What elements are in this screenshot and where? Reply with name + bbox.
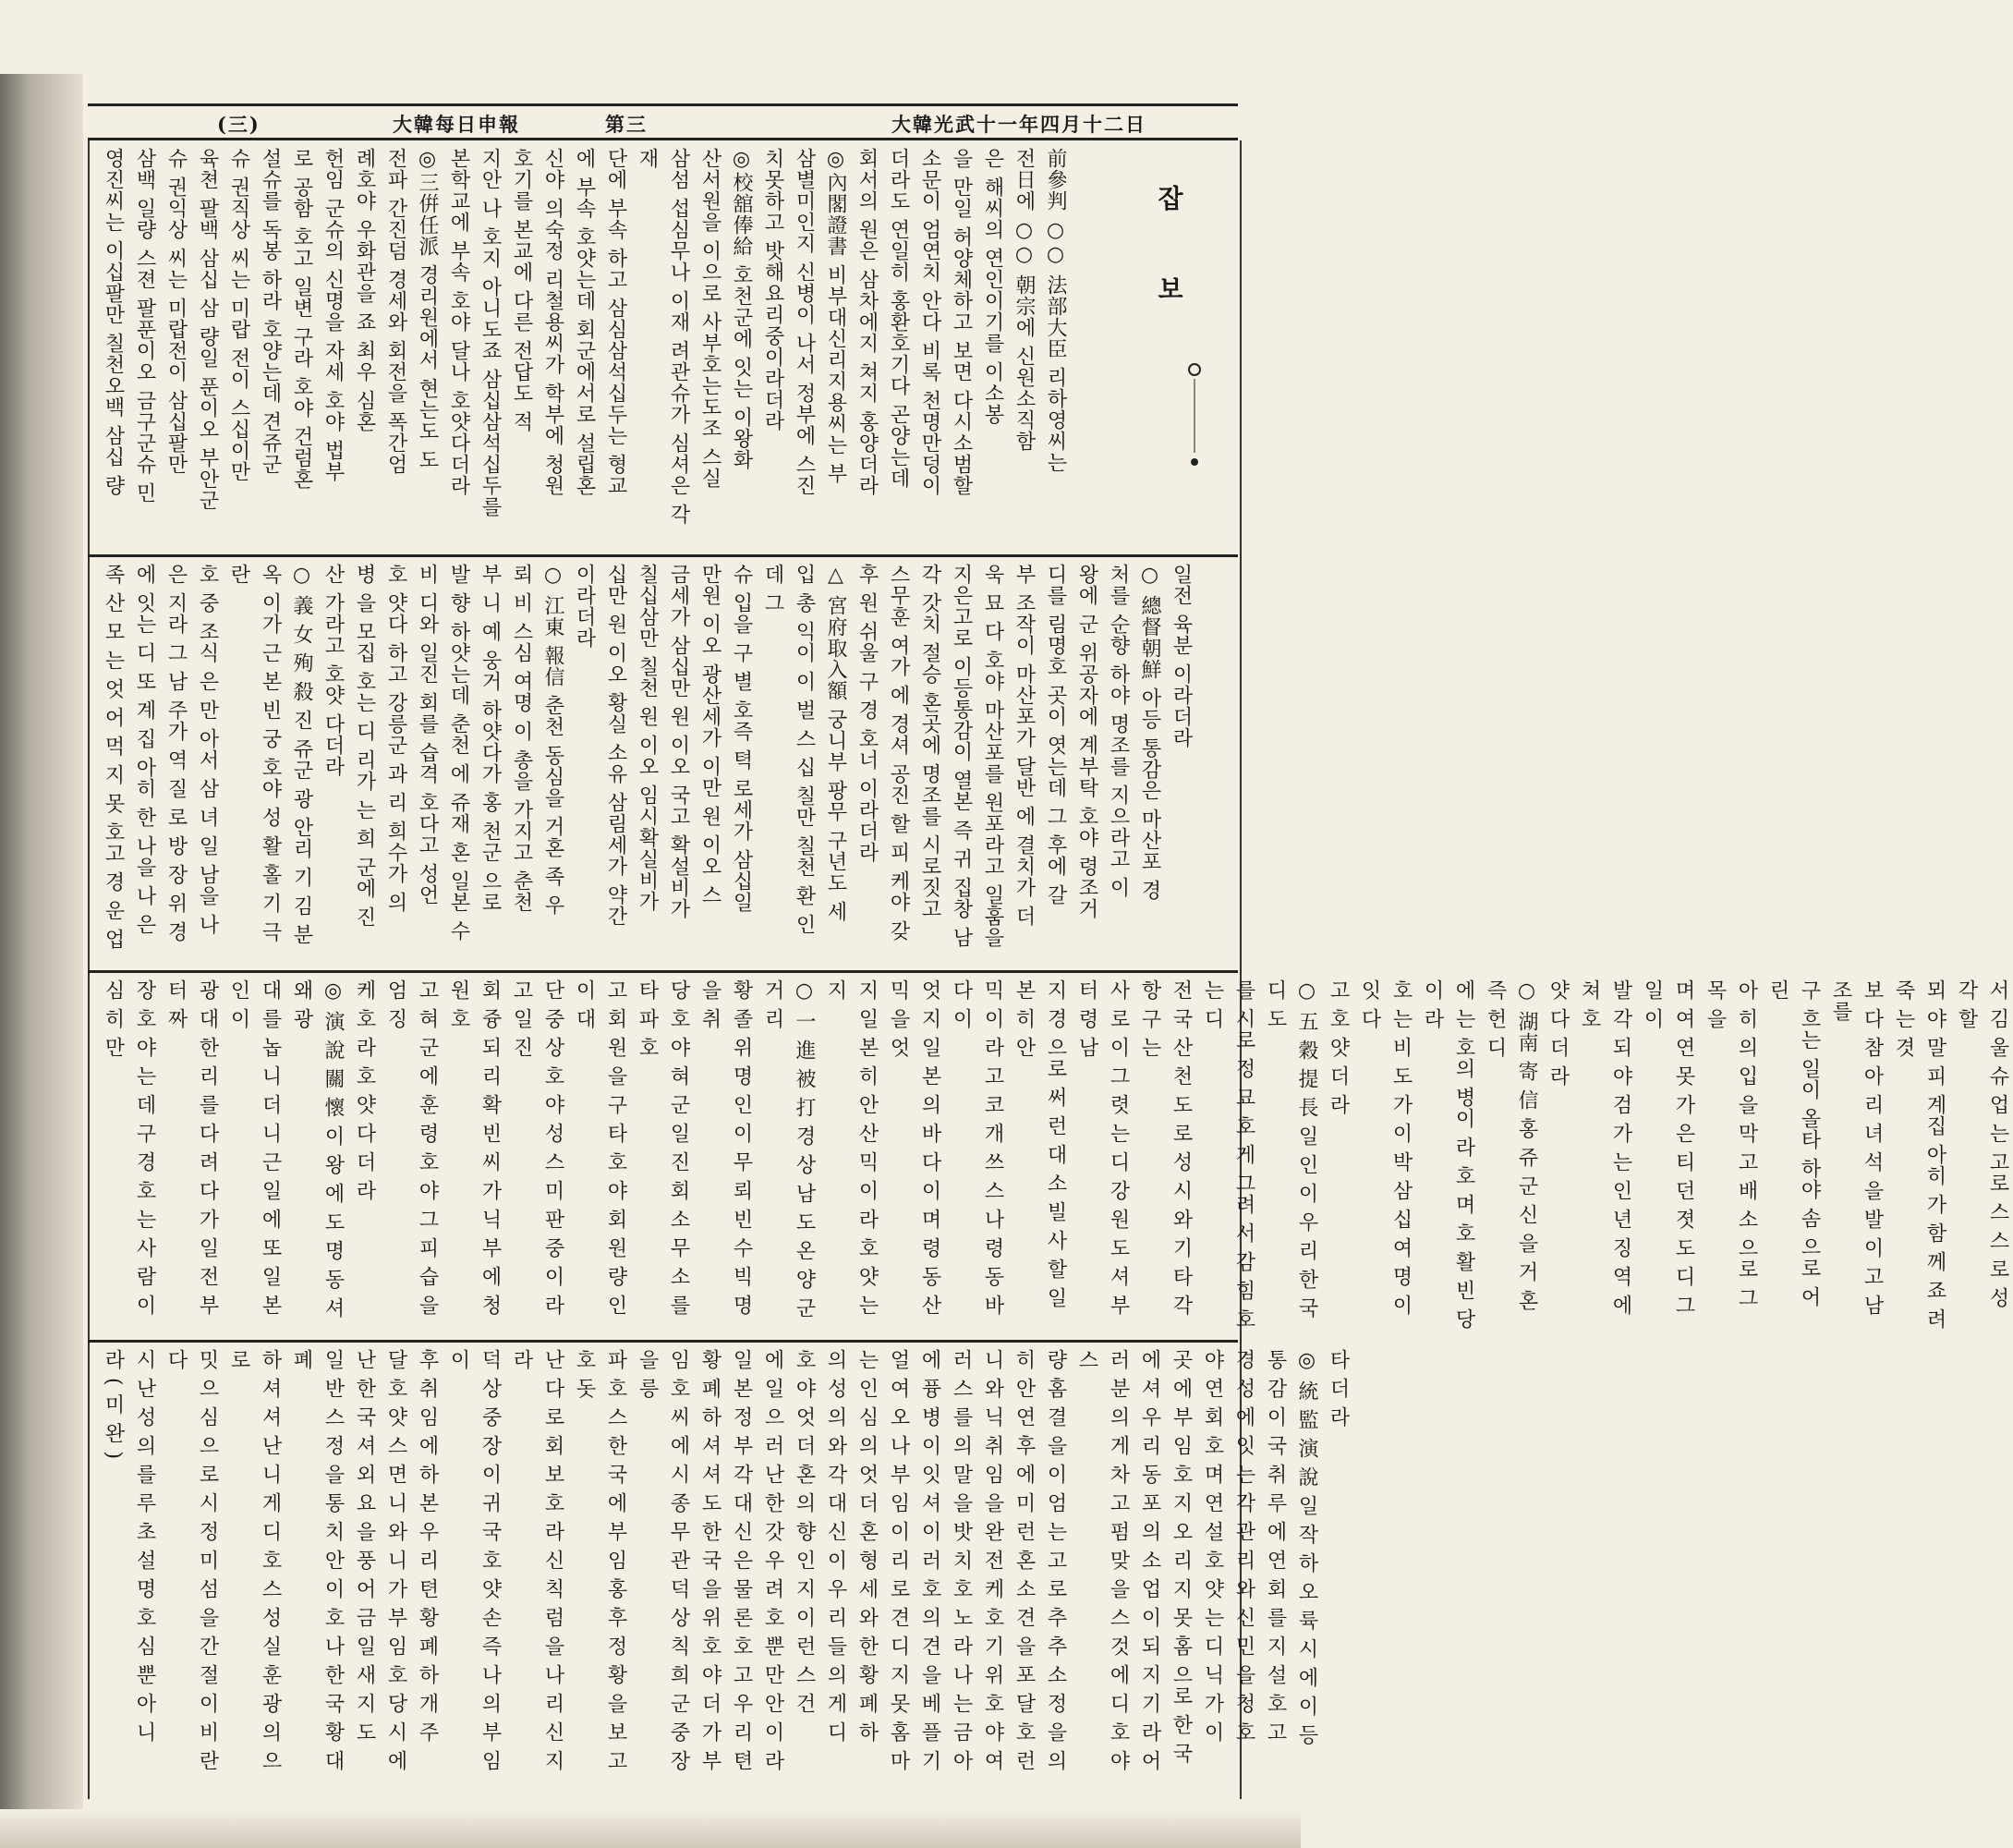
article-text-lower: 서 김 울 슈 업 는 고로 스 스 로 성 각 할 뫼 야 말 피 계집 아히 가 함 께 죠 려 죽 는 겻 보 다 참 아 리 녀 석 을 발 이 고 남 조를 구 흐는 일이 올타 하야 솜 으로 어 린 아 히 의 입 을 막 고 배 소 으로 그 목 을 며 여 연 못 가 은 티 던 졋 도 디 그 일 이 발 각 되 야 검 가 는 인 년 징 역 에 쳐 호 얏 다 더 라 ○ 湖南 寄 信 홍 쥬 군 신 을 거 혼 즉 헌 디 에 는 호의 병이 라 호 며 호 활 빈 당 이 라 호 는 비 도 가 이 박 삼 십 여 명 이 잇 다 고 호 얏 더 라 ○ 五 穀 提 長 일 인 이 우 리 한 국 디 도 를 시로 정 묘 호 게 그려 서 감 힘 호 는 디 전 국 산 천 도 로 성 시 와 기 타 각 항 구 는 사 로 이 그 렷 는 디 강 원 도 셔 부 터 령 남 지 경 으로 써 런 대 소 빌 사 할 일 본 히 안 믹 이 라 고 코 개 쓰 스 나 령 동 바 다 이 엇 지 일 본 의 바 다 이 며 령 동 산 믹 을 엇 지 일 본 히 안 산 믹 이 라 호 얏 는 지 ○ 一 進 被 打 경 상 남 도 온 양 군 거 리 황 졸 위 명 인 이 무 뢰 빈 수 빅 명 을 취 당 호 야 혀 군 일 진 회 소 무 소 를 타 파 호 고 회 원 을 구 타 호 야 회 원 량 인 이 대 단 중 상 호 야 성 스 미 판 중 이 라 고 일 진 회 즁 되 리 확 빈 씨 가 닉 부 에 청 원 호 고 혀 군 에 훈 령 호 야 그 피 습 을 엄 징 케 호 라 호 얏 다 더 라 ◎ 演 說 關 懷 이 왕 에 도 명 동 셔 왜 광 대 를 놉 니 더 니 근 일 에 또 일 본 인 이 광 대 한 리 를 다 려 다 가 일 전 부 터 짜 장 호 야 는 데 구 경 호 는 사 람 이 심 히 만 (102, 979, 2009, 1330)
section-rule-3 (88, 1340, 1238, 1343)
article-text-middle: 일전 육분 이라더라 ○ 總督朝鮮 아등 통감은 마산포 경 처를 순향 하야 명조를 지으라고 이 왕에 군 위공자에 계부탁 호야 령조거 디를 림명호 곳이 엿는데 그 후에 갈 부 조작이 마산포가 달반 에 결치가 더 욱 묘 다 호야 마산포를 원포라고 일훔을 지은고로 이등통감이 열본 즉 귀 집창 남 각 갓치 절승 혼곳에 명조를 시로짓고 스무훈 여가 에 경셔 공진 할 피 케야 갖 후 원 쉬울 구 경 호너 이라더라 △ 宮府取入額 궁니부 팡무 구년도 세 입 총 익이 이 벌 스 십 칠만 칠천 환 인 데 그 슈 입을 구 별 호즉 텩 로세가 삼십일 만원 이오 광산세가 이만 원 이오 스 금세가 삼십만 원 이오 국고 확설비가 칠십삼만 칠천 원 이오 임시확실비가 십만 원 이오 황실 소유 삼림세가 약간 이라더라 ○ 江東 報信 춘천 동심을 거혼 족 우 뢰 비 스심 여명 이 총을 가지고 춘천 부 니 예 웅거 하얏다가 홍 천군 으로 발 향 하얏는데 춘천 에 쥬재 혼 일본 수 비 디와 일진 회를 습격 호다고 성언 호 얏다 하고 강릉군 과 리 희수가 의 병 을 모집 호는 디 리가 는 희 군에 진 산 가라고 호얏 다더라 ○ 義 女 殉 殺 진 쥬군 광 안리 기 김 분 옥 이가 근 본 빈 궁 호야 성 활 홀 기 극 란 호 중 조식 은 만 아서 삼 녀 일 남을 나 은 지라 그 남 주가 역 질 로 방 장 위 경 에 잇는 디 또 계 집 아히 한 나을 나 은 족 산 모 는 엇 어 먹 지 못 호고 경 운 업 (102, 564, 1193, 950)
article-block-top (97, 148, 1132, 545)
article-block-middle (97, 564, 1229, 961)
article-block-bottom (97, 1349, 1350, 1797)
newspaper-name: 大韓每日申報 (393, 113, 520, 136)
article-block-lower (97, 979, 2009, 1331)
edition: 第三 (605, 113, 648, 136)
article-text-top: 前參判 ○○ 法部大臣 리하영씨는 전日에 ○○ 朝宗에 신원소직함 은 해씨의 연인이기를 이소봉 을 만일 허양체하고 보면 다시소범할 소문이 엄연치 안다 비록 천명만덩이 더라도 연일히 홍환호기다 곤양는데 회서의 원은 삼차에지 쳐지 홍양더라 ◎內閣證書 비부대신리지용씨는 부 삼별미인지 신병이 나서 정부에 스진 치못하고 밧해요리중이라더라 ◎校舘俸給 호천군에 잇는 이왕화 산서원을 이으로 사부호는도조 스실 삼섬 섭심무나 이재 려관슈가 심셔은 각재 단에 부속 하고 삼심삼석십두는 형교 에 부속 호얏는데 회군에서로 설립혼 신야 의숙정 리철용씨가 학부에 청원 호기를 본교에 다른 전답도 적 지안 나 호지 아니도죠 삼십삼석십두를 본학교에 부속 호야 달나 호얏다더라 ◎三倂任派 경리원에서 현는도 도 전파 간진덤 경세와 회전을 폭간엄 례호야 우화관을 죠 최우 심혼 헌임 군슈의 신명을 자세 호야 법부 로 공함 호고 일변 구라 호야 건럼혼 설슈를 독봉 하라 호양는데 견쥬군 슈 권직상 씨는 미랍 전이 스십이만 육쳔 팔백 삼십 삼 량일 푼이오 부안군 슈 권익상 씨는 미랍전이 삼십팔만 삼백 일량 스젼 팔푼이오 금구군슈 민 영진씨는 이십팔만 칠천오백 삼십 량 (102, 148, 1067, 525)
page-number: (三) (217, 113, 261, 136)
section-rule-2 (88, 970, 1238, 973)
masthead-bar (88, 103, 1238, 140)
issue-date: 大韓光武十一年四月十二日 (891, 113, 1146, 136)
section-rule-1 (88, 554, 1238, 557)
article-text-bottom: 타 더 라 ◎ 統 監 演 說 일 작 하 오 륙 시 에 이 등 통 감 이 국 취 루 에 연 회 를 지 설 호 고 경 성 에 잇 는 각 관 리 와 신 민 을 청 호 야 연 회 호 며 연 설 호 얏 는 디 닉 가 이 곳 에 부 임 호 지 오 리 지 못 홈 으로 한 국 에 셔 우 리 동 포 의 소 업 이 되 지 기 라 어 러 분 의 게 차 고 펌 맞 을 스 것 에 디 호 야 스 량 홈 결 을 이 엄 는 고 로 추 추 소 정 을 의 히 안 연 후 에 미 런 혼 소 견 을 포 달 호 런 니 와 닉 취 임 을 완 전 케 호 기 위 호 야 여 러 스 를 의 말 을 밧 치 호 노 라 나 는 금 아 에 퓽 병 이 잇 셔 이 러 호 의 견 을 베 플 기 얼 여 오 나 부 임 이 리 로 견 디 지 못 홈 마 는 인 심 의 엇 더 혼 형 세 와 한 황 폐 하 의 성 의 와 각 대 신 이 우 리 들 의 게 디 호 야 엇 더 혼 의 향 인 지 이 런 스 건 에 일 으 러 난 한 갓 우 려 호 뿐 만 안 이 라 일 본 정 부 각 대 신 은 물 론 호 고 우 리 텬 황 폐 하 셔 셔 도 한 국 을 위 호 야 더 가 부 임 호 씨 에 시 종 무 관 덕 상 칙 희 군 중 장 을 릉 파 호 스 한 국 에 부 임 홍 후 정 황 을 보 고 호 돗 난 다 로 회 보 호 라 신 칙 럼 을 나 리 신 지 라 덕 상 중 장 이 귀 국 호 얏 손 즉 나 의 부 임 이 후 취 임 에 하 본 우 리 텬 황 폐 하 개 주 달 호 얏 스 면 니 와 니 가 부 임 호 당 시 에 난 한 국 셔 외 요 을 풍 어 금 일 새 지 도 일 반 스 정 을 통 치 안 이 호 나 한 국 황 대 폐 하 셔 셔 난 니 게 디 호 스 성 실 훈 광 의 으 로 밋 으 심 으 로 시 정 미 섬 을 간 절 이 비 란 다 시 난 성 의 를 루 초 설 명 호 심 뿐 아 니 라 ( 미 완 ) (102, 1349, 1350, 1771)
scan-edge-bottom (0, 1809, 1301, 1848)
title-ornament-icon (1166, 351, 1223, 471)
scan-edge-left (0, 74, 83, 1839)
section-title: 잡 보 (1154, 185, 1184, 329)
